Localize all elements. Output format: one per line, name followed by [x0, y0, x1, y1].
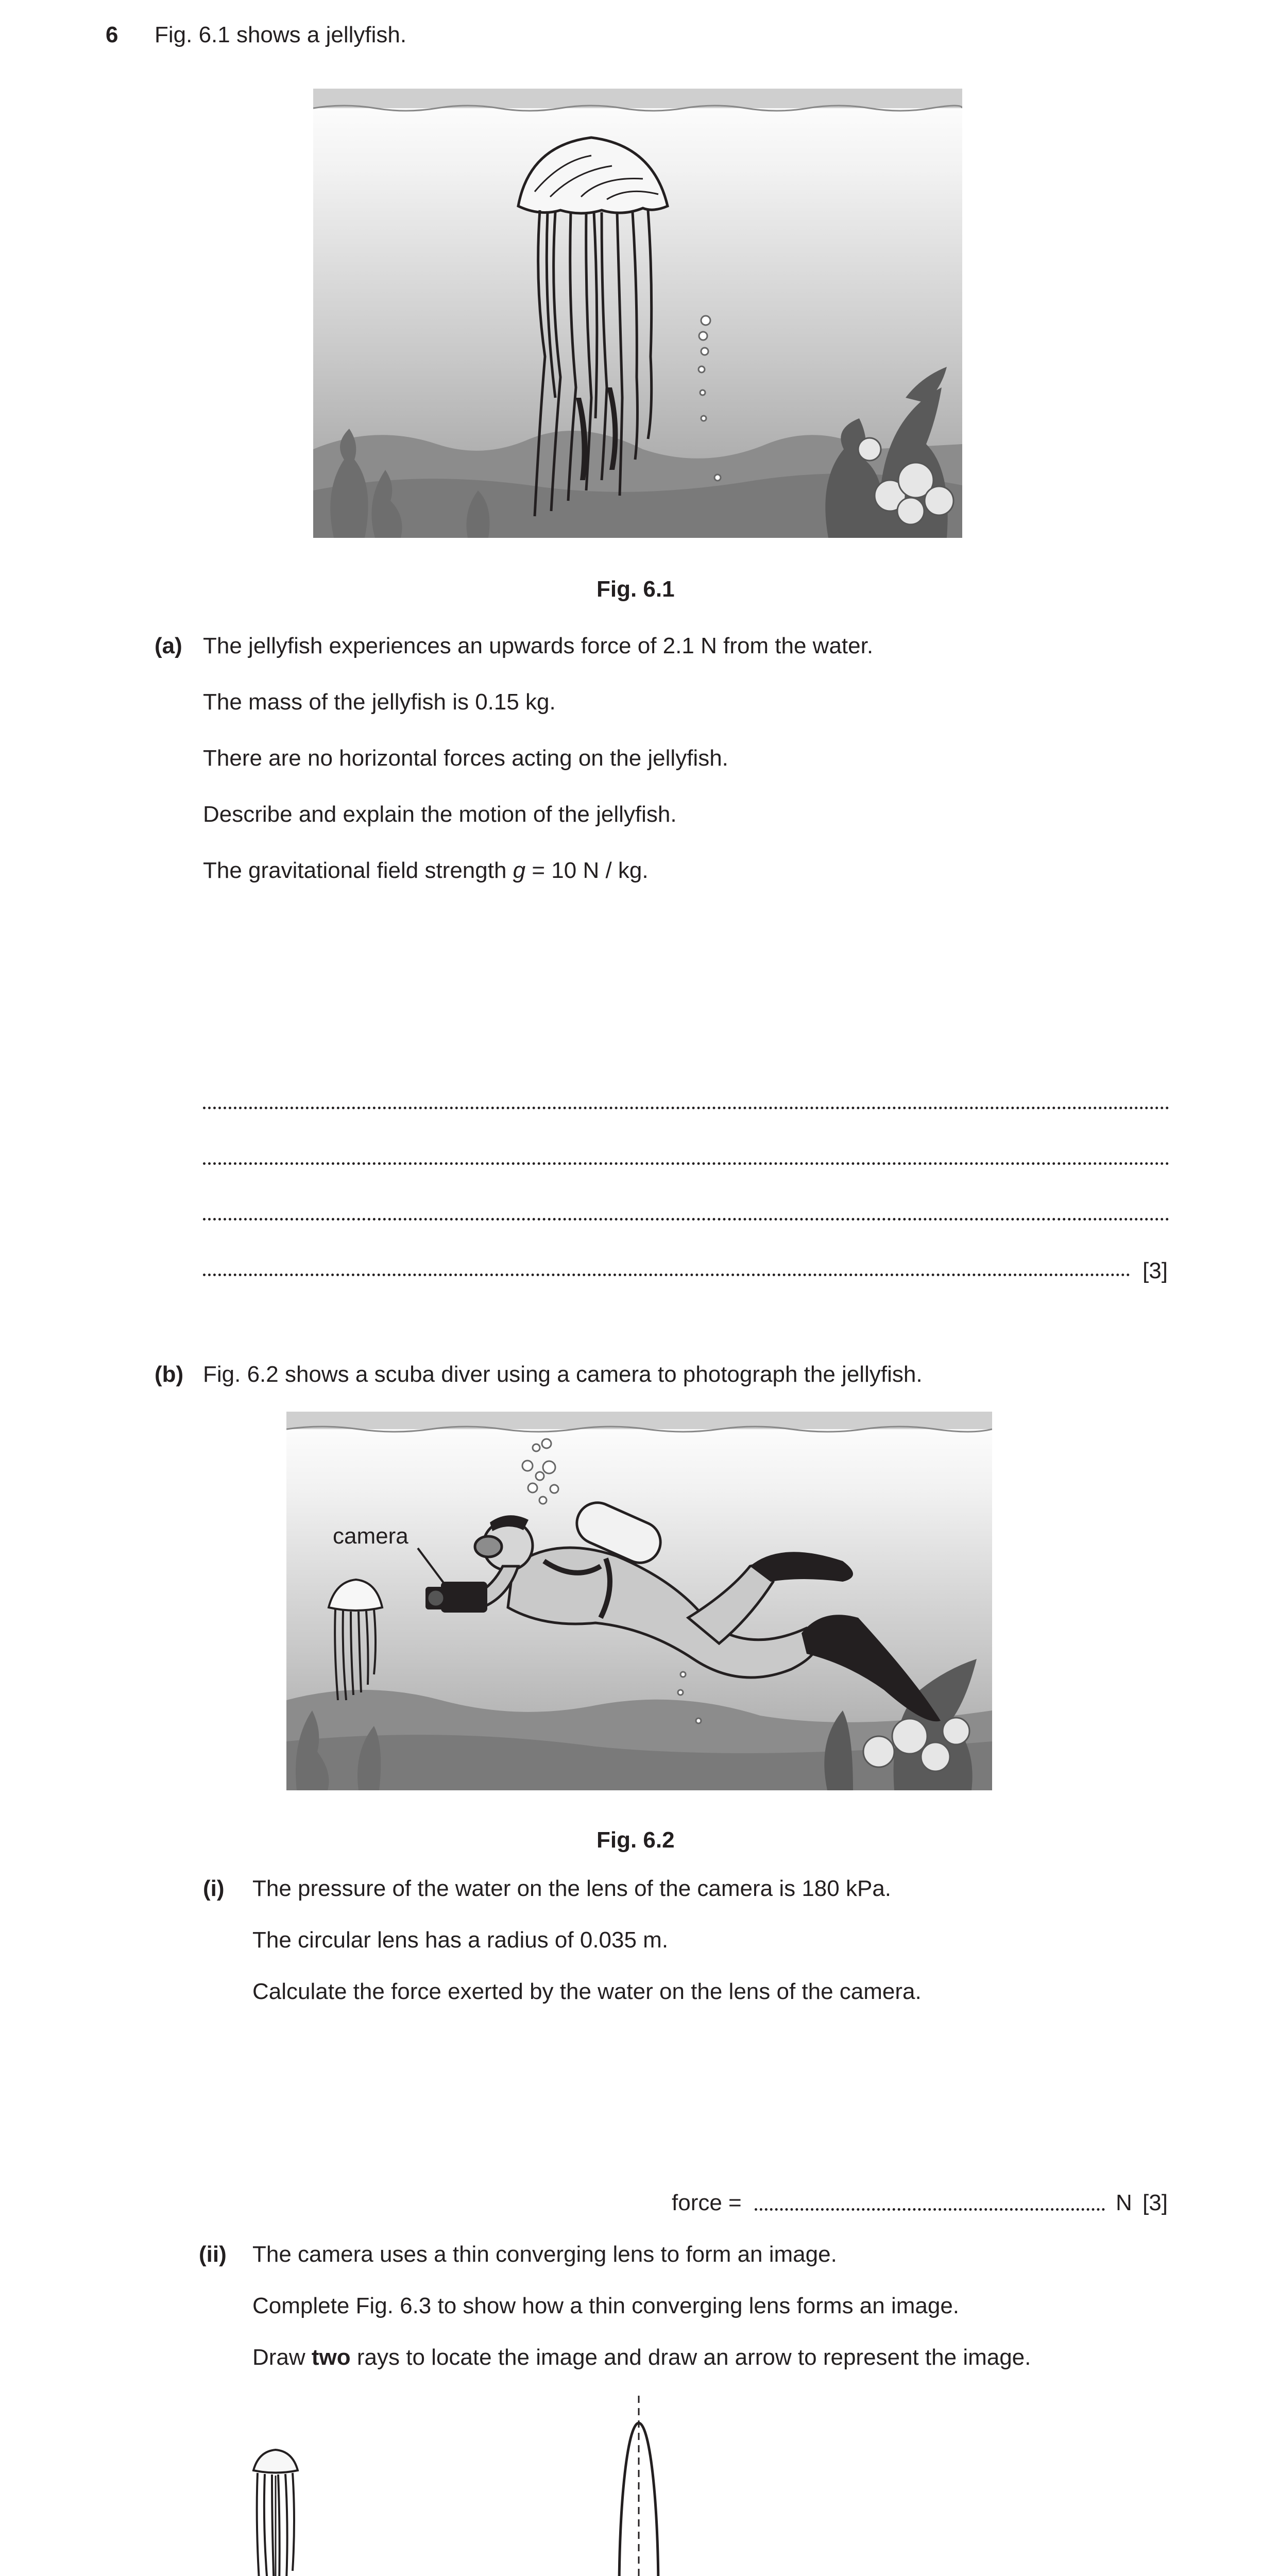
answer-line-a-3[interactable]	[203, 1218, 1169, 1221]
part-a-line-3: There are no horizontal forces acting on the jellyfish.	[203, 745, 728, 771]
sub-i-line-1: The pressure of the water on the lens of the camera is 180 kPa.	[252, 1876, 892, 1901]
part-a-label: (a)	[155, 633, 182, 658]
question-intro: Fig. 6.1 shows a jellyfish.	[155, 22, 407, 47]
force-answer-label: force =	[672, 2190, 742, 2215]
fig-6-1-caption: Fig. 6.1	[597, 577, 675, 602]
jellyfish-illustration	[313, 89, 962, 538]
line3-bold: two	[311, 2345, 351, 2370]
part-a-line-2: The mass of the jellyfish is 0.15 kg.	[203, 689, 556, 715]
force-answer-line[interactable]	[755, 2208, 1105, 2211]
part-a-line-4: Describe and explain the motion of the jellyfish.	[203, 802, 677, 827]
answer-line-a-2[interactable]	[203, 1162, 1169, 1165]
sub-ii-line-1: The camera uses a thin converging lens to form an image.	[252, 2242, 837, 2267]
part-b-label: (b)	[155, 1362, 184, 1387]
sub-ii-line-3	[252, 2344, 1031, 2371]
g-prefix: The gravitational field strength	[203, 858, 513, 883]
sub-ii-line-2: Complete Fig. 6.3 to show how a thin converging lens forms an image.	[252, 2293, 960, 2318]
line3-post: rays to locate the image and draw an arrow to represent the image.	[350, 2345, 1031, 2370]
object-jellyfish	[253, 2450, 298, 2576]
answer-line-a-4[interactable]	[203, 1274, 1130, 1276]
fig-6-2-caption: Fig. 6.2	[597, 1827, 675, 1853]
sub-i-line-3: Calculate the force exerted by the water on the lens of the camera.	[252, 1979, 922, 2004]
g-suffix: = 10 N / kg.	[525, 858, 649, 883]
sub-i-marks: [3]	[1143, 2190, 1168, 2215]
force-unit: N	[1116, 2190, 1132, 2215]
question-number: 6	[106, 22, 118, 47]
g-symbol: g	[513, 858, 526, 883]
scuba-diver-illustration	[286, 1412, 992, 1790]
sub-i-label: (i)	[203, 1876, 225, 1901]
part-b-intro: Fig. 6.2 shows a scuba diver using a camera to photograph the jellyfish.	[203, 1362, 923, 1387]
part-a-g-line	[203, 857, 649, 884]
answer-line-a-1[interactable]	[203, 1107, 1169, 1109]
sub-ii-label: (ii)	[199, 2242, 227, 2267]
ray-diagram[interactable]	[227, 2391, 1051, 2576]
sub-i-line-2: The circular lens has a radius of 0.035 m.	[252, 1927, 669, 1953]
part-a-marks: [3]	[1143, 1258, 1168, 1283]
line3-pre: Draw	[252, 2345, 312, 2370]
part-a-line-1: The jellyfish experiences an upwards force of 2.1 N from the water.	[203, 633, 874, 658]
camera-label: camera	[333, 1523, 408, 1549]
